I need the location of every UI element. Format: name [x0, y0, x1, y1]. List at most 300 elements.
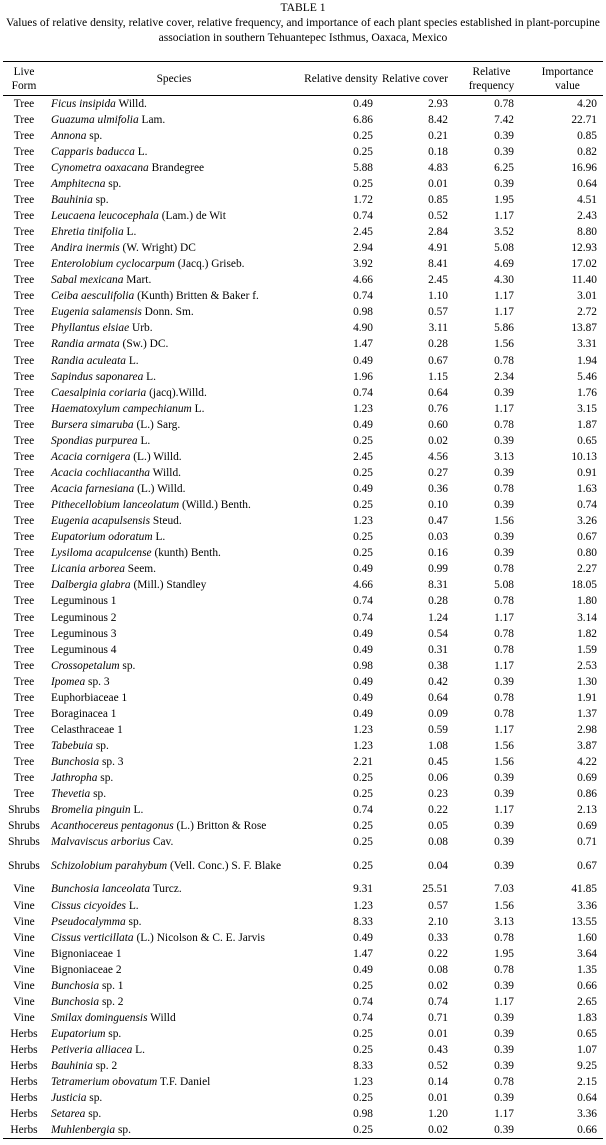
species-authority: (Jacq.) Griseb. — [177, 258, 245, 271]
importance-value-cell: 3.36 — [577, 899, 597, 912]
table-row — [3, 1090, 603, 1106]
species-authority: sp. — [108, 1028, 122, 1041]
relative-cover-cell: 0.74 — [428, 995, 448, 1008]
relative-density-cell: 8.33 — [353, 1060, 373, 1073]
species-name: Jathropha — [51, 772, 98, 785]
species-cell — [45, 626, 303, 642]
live-form-cell: Tree — [13, 772, 35, 785]
relative-density-cell: 5.88 — [353, 161, 373, 174]
live-form-cell: Tree — [13, 723, 35, 736]
live-form-cell: Herbs — [10, 1076, 38, 1089]
relative-cover-cell: 0.33 — [428, 931, 448, 944]
species-cell — [45, 994, 303, 1010]
relative-frequency-cell: 0.78 — [494, 1076, 514, 1089]
relative-density-cell: 0.49 — [353, 483, 373, 496]
table-row — [3, 240, 603, 256]
table-row — [3, 1058, 603, 1074]
table-row — [3, 674, 603, 690]
species-name: Spondias purpurea — [51, 434, 138, 447]
species-cell — [45, 304, 303, 320]
species-name: Cissus cicyoides — [51, 899, 126, 912]
relative-cover-cell: 1.10 — [428, 290, 448, 303]
table-row — [3, 336, 603, 352]
relative-cover-cell: 1.08 — [428, 740, 448, 753]
importance-value-cell: 0.74 — [577, 499, 597, 512]
species-authority: (Vell. Conc.) S. F. Blake — [169, 859, 282, 872]
relative-frequency-cell: 3.52 — [494, 226, 514, 239]
relative-density-cell: 0.25 — [353, 177, 373, 190]
species-table — [3, 61, 603, 1139]
relative-frequency-cell: 0.78 — [494, 595, 514, 608]
species-authority: Leguminous 1 — [51, 595, 117, 608]
species-authority: Leguminous 2 — [51, 611, 117, 624]
relative-density-cell: 1.23 — [353, 402, 373, 415]
species-authority: L. — [128, 354, 139, 367]
relative-cover-cell: 0.57 — [428, 899, 448, 912]
importance-value-cell: 1.59 — [577, 643, 597, 656]
importance-value-cell: 3.01 — [577, 290, 597, 303]
table-row — [3, 690, 603, 706]
relative-frequency-cell: 0.78 — [494, 97, 514, 110]
species-name: Malvaviscus arborius — [51, 836, 151, 849]
species-authority: Seem. — [127, 563, 156, 576]
species-name: Pithecellobium lanceolatum — [51, 499, 180, 512]
species-name: Bunchosia — [51, 756, 100, 769]
table-row — [3, 946, 603, 962]
relative-density-cell: 1.23 — [353, 899, 373, 912]
importance-value-cell: 0.66 — [577, 1124, 597, 1137]
importance-value-cell: 13.87 — [571, 322, 597, 335]
importance-value-cell: 2.98 — [577, 723, 597, 736]
relative-cover-cell: 0.18 — [428, 145, 448, 158]
relative-density-cell: 0.25 — [353, 788, 373, 801]
live-form-cell: Tree — [13, 595, 35, 608]
relative-density-cell: 1.47 — [353, 947, 373, 960]
species-cell — [45, 946, 303, 962]
relative-cover-cell: 0.02 — [428, 434, 448, 447]
importance-value-cell: 0.64 — [577, 177, 597, 190]
table-row — [3, 898, 603, 914]
live-form-cell: Tree — [13, 515, 35, 528]
species-authority: (Lam.) de Wit — [161, 209, 226, 222]
relative-density-cell: 0.49 — [353, 627, 373, 640]
species-name: Caesalpinia coriaria — [51, 386, 147, 399]
relative-cover-cell: 0.03 — [428, 531, 448, 544]
importance-value-cell: 1.37 — [577, 707, 597, 720]
species-authority: sp. 3 — [88, 675, 110, 688]
relative-cover-cell: 0.52 — [428, 1060, 448, 1073]
relative-density-cell: 0.25 — [353, 1044, 373, 1057]
relative-density-cell: 1.23 — [353, 740, 373, 753]
relative-density-cell: 0.25 — [353, 820, 373, 833]
relative-cover-cell: 8.42 — [428, 113, 448, 126]
species-authority: (jacq).Willd. — [149, 386, 207, 399]
species-authority: Euphorbiaceae 1 — [51, 691, 128, 704]
relative-frequency-cell: 2.34 — [494, 370, 514, 383]
importance-value-cell: 1.63 — [577, 483, 597, 496]
table-caption — [0, 0, 606, 45]
live-form-cell: Vine — [13, 931, 35, 944]
relative-frequency-cell: 1.95 — [494, 947, 514, 960]
relative-cover-cell: 0.16 — [428, 547, 448, 560]
relative-frequency-cell: 4.30 — [494, 274, 514, 287]
species-name: Cissus verticillata — [51, 931, 134, 944]
species-authority: sp. 1 — [101, 979, 124, 992]
species-name: Sabal mexicana — [51, 274, 124, 287]
species-authority: (Mill.) Standley — [133, 579, 207, 592]
table-row — [3, 385, 603, 401]
table-row — [3, 754, 603, 770]
species-name: Muhlenbergia — [51, 1124, 116, 1137]
table-row — [3, 545, 603, 561]
species-authority: L. — [155, 531, 166, 544]
importance-value-cell: 1.80 — [577, 595, 597, 608]
table-row — [3, 401, 603, 417]
species-name: Annona — [51, 129, 87, 142]
species-authority: Turcz. — [152, 883, 182, 896]
species-name: Thevetia — [51, 788, 91, 801]
table-row — [3, 1026, 603, 1042]
importance-value-cell: 1.35 — [577, 963, 597, 976]
species-authority: Leguminous 4 — [51, 643, 117, 656]
table-row — [3, 272, 603, 288]
relative-cover-cell: 0.31 — [428, 643, 448, 656]
relative-density-cell: 0.74 — [353, 1011, 373, 1024]
relative-frequency-cell: 0.39 — [494, 434, 514, 447]
relative-density-cell: 1.72 — [353, 193, 373, 206]
table-row — [3, 176, 603, 192]
importance-value-cell: 1.83 — [577, 1011, 597, 1024]
table-row — [3, 706, 603, 722]
relative-cover-cell: 0.01 — [428, 177, 448, 190]
relative-frequency-cell: 1.17 — [494, 290, 514, 303]
relative-frequency-cell: 0.78 — [494, 691, 514, 704]
importance-value-cell: 3.36 — [577, 1108, 597, 1121]
header-importance-value: Importance value — [541, 65, 594, 92]
live-form-cell: Tree — [13, 547, 35, 560]
species-name: Sapindus saponarea — [51, 370, 144, 383]
species-authority: (Willd.) Benth. — [181, 499, 251, 512]
relative-frequency-cell: 1.17 — [494, 402, 514, 415]
importance-value-cell: 1.30 — [577, 675, 597, 688]
relative-density-cell: 0.98 — [353, 306, 373, 319]
species-cell — [45, 610, 303, 626]
species-cell — [45, 192, 303, 208]
importance-value-cell: 2.53 — [577, 659, 597, 672]
relative-density-cell: 2.45 — [353, 226, 373, 239]
relative-cover-cell: 4.56 — [428, 450, 448, 463]
species-authority: sp. — [93, 788, 107, 801]
species-name: Lysiloma acapulcense — [51, 547, 152, 560]
species-cell — [45, 417, 303, 433]
live-form-cell: Tree — [13, 193, 35, 206]
table-row — [3, 1122, 603, 1138]
relative-frequency-cell: 0.39 — [494, 859, 514, 872]
species-authority: sp. — [89, 129, 103, 142]
table-row — [3, 994, 603, 1010]
relative-cover-cell: 0.01 — [428, 1028, 448, 1041]
species-cell — [45, 385, 303, 401]
relative-frequency-cell: 1.17 — [494, 995, 514, 1008]
relative-density-cell: 6.86 — [353, 113, 373, 126]
relative-frequency-cell: 1.17 — [494, 1108, 514, 1121]
importance-value-cell: 1.76 — [577, 386, 597, 399]
relative-density-cell: 0.25 — [353, 466, 373, 479]
relative-frequency-cell: 0.39 — [494, 547, 514, 560]
species-authority: L. — [135, 1044, 145, 1057]
species-cell — [45, 1122, 303, 1138]
species-authority: sp. — [128, 915, 142, 928]
species-cell — [45, 561, 303, 577]
species-authority: sp. — [117, 1124, 131, 1137]
live-form-cell: Vine — [13, 947, 35, 960]
species-name: Acanthocereus pentagonus — [51, 820, 174, 833]
table-row — [3, 144, 603, 160]
relative-frequency-cell: 7.42 — [494, 113, 514, 126]
species-authority: L. — [140, 434, 151, 447]
table-row — [3, 593, 603, 609]
relative-cover-cell: 0.06 — [428, 772, 448, 785]
importance-value-cell: 9.25 — [577, 1060, 597, 1073]
species-cell — [45, 1026, 303, 1042]
relative-frequency-cell: 3.13 — [494, 915, 514, 928]
relative-cover-cell: 0.02 — [428, 1124, 448, 1137]
relative-cover-cell: 0.45 — [428, 756, 448, 769]
species-cell — [45, 754, 303, 770]
relative-density-cell: 0.49 — [353, 643, 373, 656]
importance-value-cell: 17.02 — [571, 258, 597, 271]
relative-frequency-cell: 0.39 — [494, 145, 514, 158]
relative-cover-cell: 2.93 — [428, 97, 448, 110]
species-authority: Boraginacea 1 — [51, 707, 117, 720]
species-cell — [45, 320, 303, 336]
species-name: Tetramerium obovatum — [51, 1076, 158, 1089]
live-form-cell: Tree — [13, 226, 35, 239]
table-row — [3, 770, 603, 786]
relative-cover-cell: 0.64 — [428, 691, 448, 704]
relative-frequency-cell: 0.39 — [494, 675, 514, 688]
species-authority: (Kunth) Britten & Baker f. — [137, 290, 259, 303]
live-form-cell: Shrubs — [8, 820, 40, 833]
species-name: Dalbergia glabra — [51, 579, 131, 592]
relative-frequency-cell: 0.78 — [494, 643, 514, 656]
table-row — [3, 208, 603, 224]
importance-value-cell: 0.64 — [577, 1092, 597, 1105]
species-authority: Willd. — [118, 97, 147, 110]
table-row — [3, 433, 603, 449]
relative-density-cell: 0.49 — [353, 675, 373, 688]
species-name: Enterolobium cyclocarpum — [51, 258, 175, 271]
species-name: Andira inermis — [51, 242, 120, 255]
importance-value-cell: 3.87 — [577, 740, 597, 753]
live-form-cell: Tree — [13, 274, 35, 287]
table-row — [3, 850, 603, 881]
species-authority: (Sw.) DC. — [122, 338, 169, 351]
importance-value-cell: 0.66 — [577, 979, 597, 992]
table-row — [3, 288, 603, 304]
species-cell — [45, 112, 303, 128]
species-authority: L. — [146, 370, 156, 383]
species-name: Guazuma ulmifolia — [51, 113, 139, 126]
species-name: Ceiba aesculifolia — [51, 290, 135, 303]
relative-density-cell: 0.25 — [353, 836, 373, 849]
species-cell — [45, 658, 303, 674]
relative-density-cell: 2.21 — [353, 756, 373, 769]
importance-value-cell: 0.65 — [577, 434, 597, 447]
relative-frequency-cell: 1.17 — [494, 209, 514, 222]
relative-frequency-cell: 1.56 — [494, 515, 514, 528]
live-form-cell: Tree — [13, 338, 35, 351]
relative-cover-cell: 0.59 — [428, 723, 448, 736]
importance-value-cell: 0.69 — [577, 772, 597, 785]
live-form-cell: Tree — [13, 97, 35, 110]
species-authority: Bignoniaceae 2 — [51, 963, 122, 976]
table-header — [3, 62, 603, 96]
table-row — [3, 610, 603, 626]
species-cell — [45, 930, 303, 946]
relative-cover-cell: 0.22 — [428, 804, 448, 817]
species-authority: sp. 2 — [95, 1060, 118, 1073]
species-name: Amphitecna — [51, 177, 106, 190]
live-form-cell: Shrubs — [8, 836, 40, 849]
relative-frequency-cell: 0.39 — [494, 979, 514, 992]
importance-value-cell: 4.20 — [577, 97, 597, 110]
live-form-cell: Tree — [13, 675, 35, 688]
relative-density-cell: 0.25 — [353, 1028, 373, 1041]
species-authority: L. — [126, 226, 137, 239]
relative-frequency-cell: 0.78 — [494, 483, 514, 496]
species-cell — [45, 786, 303, 802]
table-row — [3, 1106, 603, 1122]
live-form-cell: Tree — [13, 434, 35, 447]
importance-value-cell: 12.93 — [571, 242, 597, 255]
relative-cover-cell: 0.85 — [428, 193, 448, 206]
species-cell — [45, 593, 303, 609]
live-form-cell: Vine — [13, 979, 35, 992]
importance-value-cell: 1.60 — [577, 931, 597, 944]
importance-value-cell: 0.85 — [577, 129, 597, 142]
live-form-cell: Tree — [13, 740, 35, 753]
species-authority: (L.) Britton & Rose — [176, 820, 267, 833]
relative-frequency-cell: 1.95 — [494, 193, 514, 206]
relative-cover-cell: 0.54 — [428, 627, 448, 640]
table-row — [3, 818, 603, 834]
header-relative-frequency: Relative frequency — [468, 65, 515, 92]
relative-density-cell: 0.98 — [353, 1108, 373, 1121]
relative-density-cell: 0.74 — [353, 595, 373, 608]
species-authority: L. — [137, 145, 148, 158]
relative-frequency-cell: 0.39 — [494, 531, 514, 544]
relative-density-cell: 4.90 — [353, 322, 373, 335]
importance-value-cell: 4.51 — [577, 193, 597, 206]
species-cell — [45, 978, 303, 994]
relative-density-cell: 0.25 — [353, 434, 373, 447]
table-row — [3, 529, 603, 545]
relative-density-cell: 1.23 — [353, 515, 373, 528]
table-row — [3, 561, 603, 577]
species-name: Tabebuia — [51, 740, 93, 753]
relative-density-cell: 8.33 — [353, 915, 373, 928]
species-cell — [45, 369, 303, 385]
importance-value-cell: 2.13 — [577, 804, 597, 817]
live-form-cell: Tree — [13, 209, 35, 222]
species-name: Randia armata — [51, 338, 120, 351]
species-name: Acacia farnesiana — [51, 483, 135, 496]
relative-cover-cell: 0.08 — [428, 963, 448, 976]
relative-frequency-cell: 4.69 — [494, 258, 514, 271]
species-cell — [45, 914, 303, 930]
relative-frequency-cell: 0.78 — [494, 418, 514, 431]
live-form-cell: Tree — [13, 691, 35, 704]
importance-value-cell: 13.55 — [571, 915, 597, 928]
live-form-cell: Tree — [13, 466, 35, 479]
table-row — [3, 369, 603, 385]
relative-density-cell: 9.31 — [353, 883, 373, 896]
species-cell — [45, 1042, 303, 1058]
relative-density-cell: 0.49 — [353, 963, 373, 976]
live-form-cell: Vine — [13, 899, 35, 912]
relative-cover-cell: 0.28 — [428, 595, 448, 608]
table-row — [3, 256, 603, 272]
species-cell — [45, 449, 303, 465]
species-authority: L. — [128, 899, 139, 912]
importance-value-cell: 18.05 — [571, 579, 597, 592]
relative-cover-cell: 0.38 — [428, 659, 448, 672]
importance-value-cell: 0.69 — [577, 820, 597, 833]
relative-density-cell: 0.74 — [353, 995, 373, 1008]
relative-frequency-cell: 0.39 — [494, 499, 514, 512]
species-name: Phyllantus elsiae — [51, 322, 130, 335]
relative-cover-cell: 8.31 — [428, 579, 448, 592]
live-form-cell: Tree — [13, 354, 35, 367]
relative-density-cell: 0.25 — [353, 979, 373, 992]
relative-cover-cell: 0.52 — [428, 209, 448, 222]
live-form-cell: Tree — [13, 113, 35, 126]
live-form-cell: Herbs — [10, 1060, 38, 1073]
species-name: Capparis baducca — [51, 145, 135, 158]
live-form-cell: Tree — [13, 563, 35, 576]
importance-value-cell: 3.64 — [577, 947, 597, 960]
relative-density-cell: 0.49 — [353, 691, 373, 704]
relative-density-cell: 4.66 — [353, 579, 373, 592]
relative-density-cell: 0.25 — [353, 499, 373, 512]
species-name: Licania arborea — [51, 563, 125, 576]
species-name: Crossopetalum — [51, 659, 120, 672]
live-form-cell: Tree — [13, 659, 35, 672]
relative-cover-cell: 0.64 — [428, 386, 448, 399]
species-authority: Brandegree — [151, 161, 205, 174]
relative-cover-cell: 1.15 — [428, 370, 448, 383]
relative-frequency-cell: 1.56 — [494, 338, 514, 351]
relative-cover-cell: 0.67 — [428, 354, 448, 367]
importance-value-cell: 3.26 — [577, 515, 597, 528]
species-name: Petiveria alliacea — [51, 1044, 133, 1057]
relative-density-cell: 0.49 — [353, 563, 373, 576]
species-cell — [45, 256, 303, 272]
species-cell — [45, 770, 303, 786]
relative-frequency-cell: 1.17 — [494, 611, 514, 624]
relative-cover-cell: 3.11 — [428, 322, 448, 335]
table-row — [3, 722, 603, 738]
importance-value-cell: 0.65 — [577, 1028, 597, 1041]
table-row — [3, 1074, 603, 1090]
relative-frequency-cell: 0.78 — [494, 354, 514, 367]
live-form-cell: Tree — [13, 418, 35, 431]
species-cell — [45, 353, 303, 369]
relative-cover-cell: 0.09 — [428, 707, 448, 720]
live-form-cell: Vine — [13, 963, 35, 976]
relative-frequency-cell: 0.39 — [494, 1011, 514, 1024]
